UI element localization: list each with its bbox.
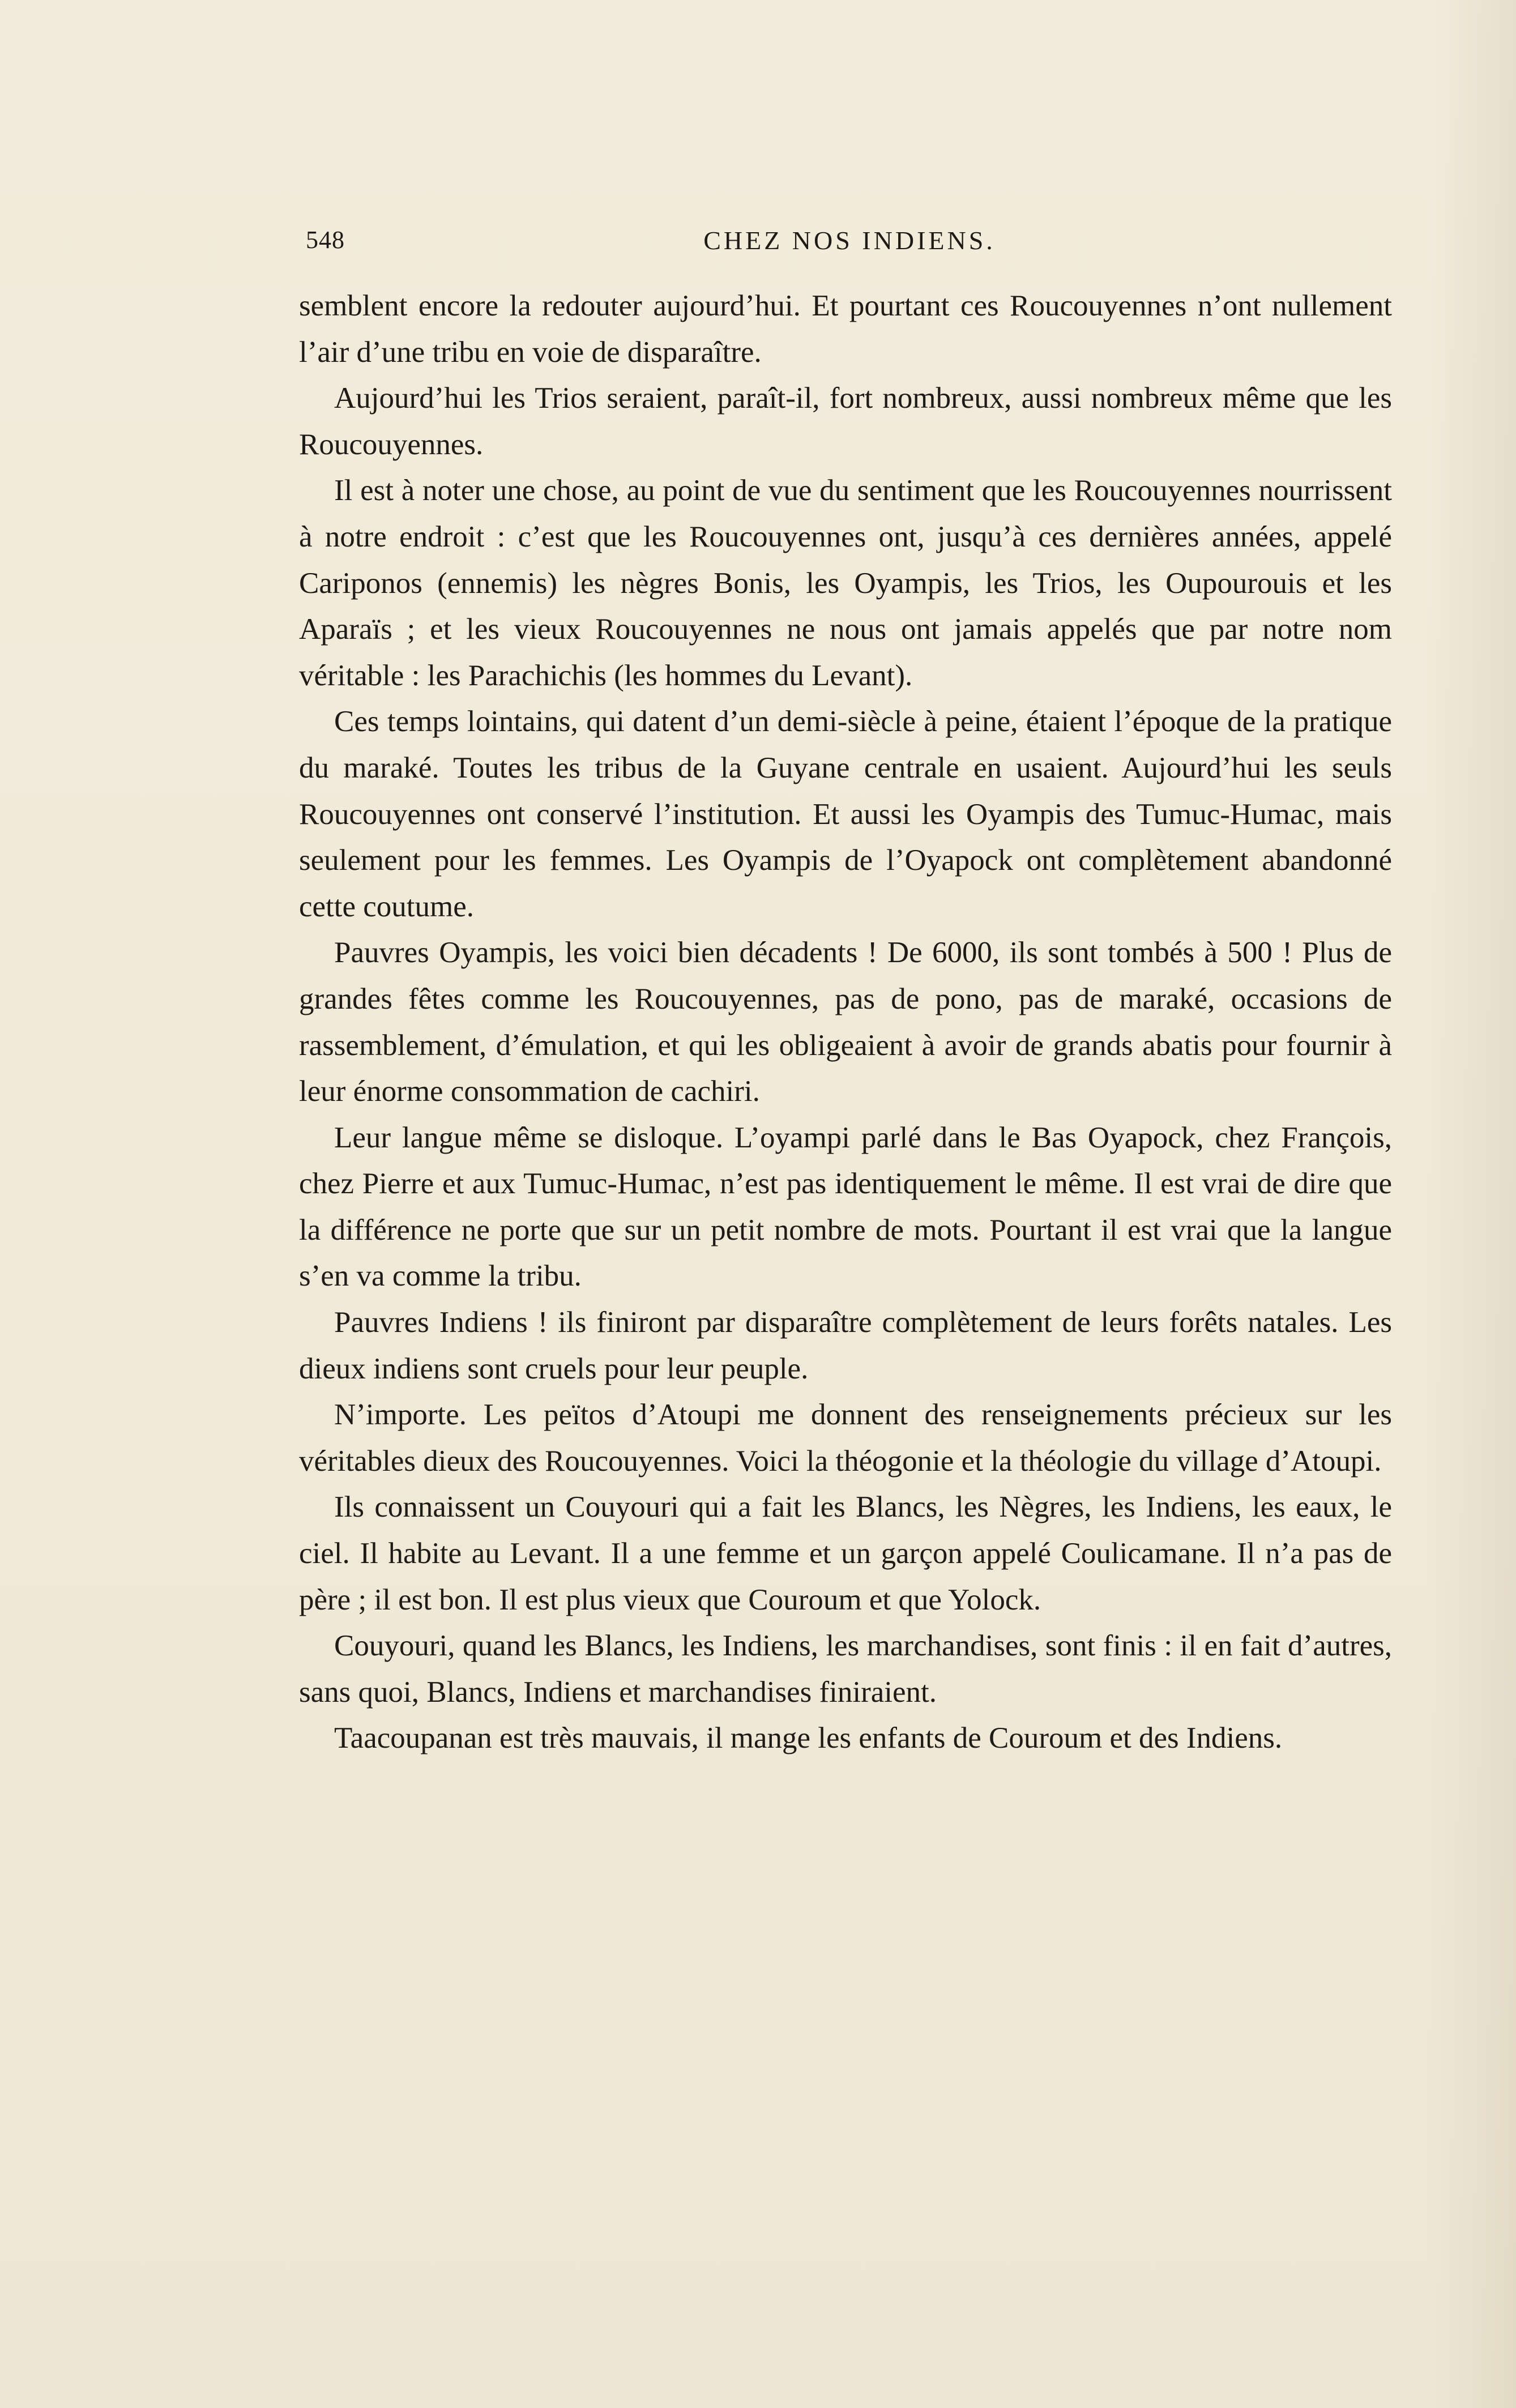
paragraph: Pauvres Indiens ! ils finiront par disparaître complètement de leurs forêts natales. Les dieux indiens sont cruels pour leur peuple. <box>299 1306 1392 1385</box>
paragraph: Leur langue même se disloque. L’oyampi parlé dans le Bas Oyapock, chez François, chez Pierre et aux Tumuc-Humac, n’est pas identiquement le même. Il est vrai de dire que la différence ne porte que sur un petit nombre de mots. Pourtant il est vrai que la langue s’en va comme la tribu. <box>299 1121 1392 1293</box>
paragraph: semblent encore la redouter aujourd’hui. Et pourtant ces Roucouyennes n’ont nullement l’air d’une tribu en voie de disparaître. <box>299 289 1392 369</box>
paragraph: Couyouri, quand les Blancs, les Indiens, les marchandises, sont finis : il en fait d’autres, sans quoi, Blancs, Indiens et marchandises finiraient. <box>299 1629 1392 1709</box>
paragraph: Ils connaissent un Couyouri qui a fait les Blancs, les Nègres, les Indiens, les eaux, le ciel. Il habite au Levant. Il a une femme et un garçon appelé Coulicamane. Il n’a pas de père ; il est bon. Il est plus vieux que Couroum et que Yolock. <box>299 1491 1392 1616</box>
running-title: CHEZ NOS INDIENS. <box>703 226 996 255</box>
paragraph: N’importe. Les peïtos d’Atoupi me donnent des renseignements précieux sur les véritables dieux des Roucouyennes. Voici la théogonie et la théologie du village d’Atoupi. <box>299 1398 1392 1478</box>
paragraph: Pauvres Oyampis, les voici bien décadents ! De 6000, ils sont tombés à 500 ! Plus de grandes fêtes comme les Roucouyennes, pas de pono, pas de maraké, occasions de rassemblement, d’émulation, et qui les obligeaient à avoir de grands abatis pour fournir à leur énorme consommation de cachiri. <box>299 936 1392 1108</box>
paragraph: Taacoupanan est très mauvais, il mange les enfants de Couroum et des Indiens. <box>334 1722 1283 1755</box>
page-header <box>306 225 1393 265</box>
body-text <box>299 283 1392 1762</box>
page-number: 548 <box>306 226 345 254</box>
paragraph: Il est à noter une chose, au point de vue du sentiment que les Roucouyennes nourrissent à notre endroit : c’est que les Roucouyennes ont, jusqu’à ces dernières années, appelé Cariponos (ennemis) les nègres Bonis, les Oyampis, les Trios, les Oupourouis et les Aparaïs ; et les vieux Roucouyennes ne nous ont jamais appelés que par notre nom véritable : les Parachichis (les hommes du Levant). <box>299 474 1392 692</box>
paragraph: Ces temps lointains, qui datent d’un demi-siècle à peine, étaient l’époque de la pratique du maraké. Toutes les tribus de la Guyane centrale en usaient. Aujourd’hui les seuls Roucouyennes ont conservé l’institution. Et aussi les Oyampis des Tumuc-Humac, mais seulement pour les femmes. Les Oyampis de l’Oyapock ont complètement abandonné cette coutume. <box>299 705 1392 923</box>
paragraph: Aujourd’hui les Trios seraient, paraît-il, fort nombreux, aussi nombreux même que les Roucouyennes. <box>299 382 1392 461</box>
